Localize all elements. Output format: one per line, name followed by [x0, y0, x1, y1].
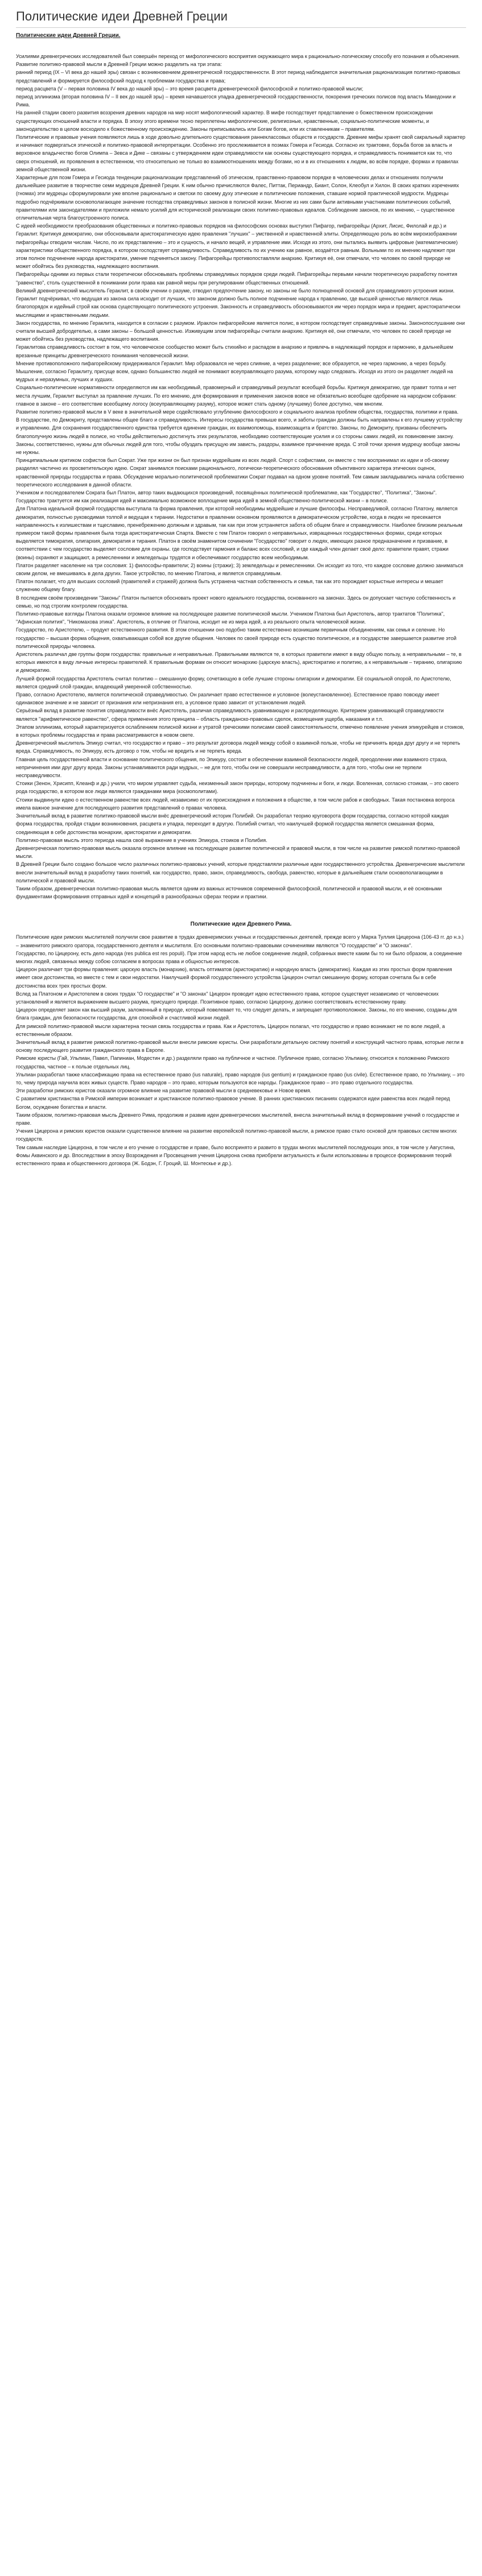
greece-paragraph: Мнение противоположного пифагорейскому придерживался Гераклит. Мир образовался не через слияние, а через разделение; все образуется, не через гармонию, а через борьбу. Мышление, согласно Гераклиту, присуще всем, однако большинство людей не понимают всеуправляющего разума, которому надо следовать. Исходя из этого он разделяет людей на мудрых и неразумных, лучших и худших. [16, 360, 453, 383]
greece-paragraph: Для Платона идеальной формой государства выступала та форма правления, при которой необходимы мудрейшие и лучшие философы. Несправедливой, согласно Платону, является демократия, полностью руководимая толпой и ведущая к тирании. Недостатки в правлении основном проявляются в демократическом устройстве, когда в людях не пресекается направленность к излишествам и тщеславию, пренебрежению должным и здравым, так как при этом устраняется забота об общем благе и справедливости. Наиболее близким реальным примером такой формы правления была тогда аристократическая Спарта. Вместе с тем Платон говорил о неправильных, извращенных государственных формах, среди которых выделяется тимократия, олигархия, демократия и тирания. Платон в своём знаменитом сочинении "Государство" говорит о людях, имеющих разное предназначение и призвание, в соответствии с чем государство выделяет сословие для охраны. где господствует гармония и баланс всех сословий, и где каждый член делает своё дело: правители правят, стражи (воины) охраняют и защищают, а ремесленники и земледельцы трудятся и обеспечивают государство всем необходимым. [16, 506, 463, 560]
greece-paragraph: В последнем своём произведении "Законы" Платон пытается обосновать проект нового идеального государства, основанного на законах. Здесь он допускает частную собственность и семью, но под строгим контролем государства. [16, 595, 456, 609]
rome-paragraph: Таким образом, политико-правовая мысль Древнего Рима, продолжив и развив идеи древнегреческих мыслителей, внесла значительный вклад в формирование учений о государстве и праве. [16, 1112, 459, 1126]
greece-paragraph: Развитие политико-правовой мысли в Древней Греции можно разделить на три этапа: [16, 61, 222, 68]
greece-paragraph: В государстве, по Демокриту, представлены общее благо и справедливость. Интересы государства превыше всего, и заботы граждан должны быть направлены к его лучшему устройству и управлению. Для сохранения государственного единства требуется единение граждан, их взаимопомощь, взаимозащита и братство. Законы, по Демокриту, призваны обеспечить благополучную жизнь людей в полисе, но чтобы действительно достигнуть этих результатов, необходимо соответствующие усилия и со стороны самих людей, их повиновение закону. Законы, соответственно, нужны для обычных людей для того, чтобы обуздать присущую им зависть, раздоры, взаимное причинение вреда. С этой точки зрения мудрецу вообще законы не нужны. [16, 417, 463, 455]
rome-paragraph: Римские юристы (Гай, Ульпиан, Павел, Папиниан, Модестин и др.) разделяли право на публичное и частное. Публичное право, согласно Ульпиану, относится к положению Римского государства, частное – к пользе отдельных лиц. [16, 1055, 450, 1070]
rome-paragraph: Вслед за Платоном и Аристотелем в своих трудах "О государстве" и "О законах" Цицерон проводит идею естественного права, которое существует независимо от человеческих установлений и является выражением высшего разума, присущего природе. Позитивное право, согласно Цицерону, должно соответствовать естественному праву. [16, 990, 439, 1005]
greece-paragraph: Пифагорейцы одними из первых стали теоретически обосновывать проблемы справедливых порядков среди людей. Пифагорейцы первыми начали теоретическую разработку понятия "равенство", столь существенной в понимании роли права как равной меры при регулировании общественных отношений. [16, 271, 458, 286]
greece-paragraph: Лучшей формой государства Аристотель считал политию – смешанную форму, сочетающую в себе лучшие стороны олигархии и демократии. Её социальной опорой, по Аристотелю, является средний слой граждан, владеющий умеренной собственностью. [16, 675, 451, 690]
greece-paragraph: Закон государства, по мнению Гераклита, находится в согласии с разумом. Ираклон пифагорейские является полис, в котором господствует справедливые законы. Законопослушание они считали высшей добродетелью, а сами законы – большой ценностью. Изживущим злом пифагорейцы считали анархию. Критикуя её, они отмечали, что человек по своей природе не может обойтись без руководства, надлежащего воспитания. [16, 320, 465, 342]
page-title: Политические идеи Древней Греции [16, 9, 466, 28]
greece-paragraph: Значительный вклад в развитие политико-правовой мысли внёс древнегреческий историк Полибий. Он разработал теорию круговорота форм государства, согласно которой каждая форма государства, пройдя стадии возникновения, расцвета и упадка, переходит в другую. Полибий считал, что наилучшей формой государства является смешанная форма, соединяющая в себе достоинства монархии, аристократии и демократии. [16, 813, 449, 835]
rome-paragraph: Цицерон определяет закон как высший разум, заложенный в природе, который повелевает то, что следует делать, и запрещает противоположное. Законы, по его мнению, созданы для блага граждан, для безопасности государства, для спокойной и счастливой жизни людей. [16, 1007, 457, 1021]
greece-paragraph: Государство, по Аристотелю, – продукт естественного развития. В этом отношении оно подобно таким естественно возникшим первичным объединениям, как семья и селение. Но государство – высшая форма общения, охватывающая собой все другие общения. Человек по своей природе есть существо политическое, и в государстве завершается развитие этой политической природы человека. [16, 627, 456, 649]
greece-paragraph: Усилиями древнегреческих исследователей был совершён переход от мифологического восприятия окружающего мира к рационально-логическому способу его познания и объяснения. [16, 53, 460, 59]
greece-paragraph: Древнегреческий мыслитель Эпикур считал, что государство и право – это результат договора людей между собой о взаимной пользе, чтобы не причинять вреда друг другу и не терпеть вреда. Справедливость, по Эпикуру, есть договор о том, чтобы не вредить и не терпеть вреда. [16, 740, 460, 754]
greece-paragraph: Платон разделяет население на три сословия: 1) философы-правители; 2) воины (стражи); 3) земледельцы и ремесленники. Он исходит из того, что каждое сословие должно заниматься своим делом, не вмешиваясь в дела других. Такое устройство, по мнению Платона, и является справедливым. [16, 562, 463, 576]
rome-paragraph: Ульпиан разработал также классификацию права на естественное право (ius naturale), право народов (ius gentium) и гражданское право (ius civile). Естественное право, по Ульпиану, – это то, чему природа научила всех живых существ. Право народов – это право, которым пользуются все народы. Гражданское право – это право отдельного государства. [16, 1071, 465, 1085]
document-page [8, 0, 474, 1179]
greece-paragraph: Серьёзный вклад в развитие понятия справедливости внёс Аристотель, различая справедливость уравнивающую и распределяющую. Критерием уравнивающей справедливости является "арифметическое равенство", сфера применения этого принципа – область гражданско-правовых сделок, возмещения ущерба, наказания и т.п. [16, 708, 444, 722]
greece-paragraph: Стоики выдвинули идею о естественном равенстве всех людей, независимо от их происхождения и положения в обществе, в том числе рабов и свободных. Такая постановка вопроса имела важное значение для последующего развития представлений о правах человека. [16, 796, 455, 811]
greece-paragraph: период расцвета (V – первая половина IV века до нашей эры) – это время расцвета древнегреческой философской и политико-правовой мысли; [16, 85, 364, 92]
rome-section-body [16, 933, 466, 1167]
greece-paragraph: Гераклитова справедливость состоит в том, что человеческое сообщество может быть стихийно и распадом в анархию и привлечь в надлежащий порядок и гармонию, в дальнейшем врезанные принципы древнегреческого понимания человеческой жизни. [16, 344, 454, 358]
rome-section-heading: Политические идеи Древнего Рима. [190, 921, 292, 928]
rome-paragraph: Политические идеи римских мыслителей получили свое развитие в трудах древнеримских ученых и государственных деятелей, прежде всего у Марка Туллия Цицерона (106-43 гг. до н.э.) – знаменитого римского оратора, государственного деятеля и мыслителя. Его основными политико-правовыми сочинениями являются "О государстве" и "О законах". [16, 934, 464, 948]
greece-paragraph: Социально-политические нормативности определяются им как необходимый, правомерный и справедливый результат всеобщей борьбы. Критикуя демократию, где правит толпа и нет места лучшим, Гераклит выступал за правление лучших. По его мнению, для формирования и применения законов вовсе не обязательно всеобщее одобрение на народном собрании: главное в законе – его соответствие всеобщему логосу (всеуправляющему разуму), которое может стать одному (лучшему) более доступно, чем многим. [16, 385, 457, 407]
rome-paragraph: Цицерон различает три формы правления: царскую власть (монархию), власть оптиматов (аристократию) и народную власть (демократию). Каждая из этих простых форм правления имеет свои достоинства, но вместе с тем и свои недостатки. Наилучшей формой государственного устройства Цицерон считал смешанную форму, которая сочетала бы в себе достоинства всех трех простых форм. [16, 967, 452, 989]
greece-paragraph: Учеником и последователем Сократа был Платон, автор таких выдающихся произведений, посвящённых политической проблематике, как "Государство", "Политика", "Законы". Государство трактуется им как реализация идей и максимально возможное воплощение мира идей в земной общественно-политической жизни – в полисе. [16, 489, 437, 504]
greece-paragraph: период эллинизма (вторая половина IV – II век до нашей эры) – время начавшегося упадка древнегреческой государственности, покорения греческих полисов под власть Македонии и Рима. [16, 94, 456, 108]
greece-paragraph: Политико-правовая мысль этого периода нашла своё выражение в учениях Эпикура, стоиков и Полибия. [16, 837, 267, 843]
greece-paragraph: Древнегреческая политико-правовая мысль оказала огромное влияние на последующее развитие политической и правовой мысли, в том числе на развитие римской политико-правовой мысли. [16, 845, 460, 860]
greece-paragraph: Платон полагает, что для высших сословий (правителей и стражей) должна быть устранена частная собственность и семья, так как это порождает корыстные интересы и мешает служению общему благу. [16, 579, 443, 593]
greece-paragraph: В Древней Греции было создано большое число различных политико-правовых учений, которые представляли различные идеи государственного устройства. Древнегреческие мыслители внесли значительный вклад в разработку таких понятий, как государство, право, закон, справедливость, свобода, равенство, которые в дальнейшем стали основополагающими в политической и правовой мысли. [16, 861, 465, 884]
rome-paragraph: Тем самым наследие Цицерона, в том числе и его учение о государстве и праве, было воспринято и развито в трудах многих мыслителей последующих эпох, в том числе у Августина, Фомы Аквинского и др. Впоследствии в эпоху Возрождения и Просвещения учения Цицерона снова приобрели актуальность и были использованы в процессе формирования теорий естественного права и общественного договора (Ж. Бодэн, Г. Гроций, Ш. Монтескье и др.). [16, 1144, 455, 1167]
greece-paragraph: Развитие политико-правовой мысли в V веке в значительной мере содействовало углублению философского и социального анализа проблем общества, государства, политики и права. [16, 408, 459, 415]
greece-paragraph: С идеей необходимости преобразования общественных и политико-правовых порядков на философских основах выступил Пифагор, пифагорейцы (Архит, Лисис, Филолай и др.) и Гераклит. Критикуя демократию, они обосновывали аристократическую идею правления "лучших" – умственной и нравственной элиты. Определяющую роль во всём мироизображении пифагорейцы отводили числам. Число, по их представлению – это и сущность, и начало вещей, и управление ими. Исходя из этого, они пытались выявить цифровые (математические) характеристики общественного порядка, в котором господствует справедливость. Справедливость по их учению как равное, воздаётся равным. Вольными по их мнению надлежит при этом полное подчинение народа аристократии, умение подчиняться закону. Пифагорейцы противопоставляли анархию. Критикуя её, они отмечали, что человек по своей природе не может обойтись без руководства, надлежащего воспитания. [16, 223, 458, 270]
rome-paragraph: Эти разработки римских юристов оказали огромное влияние на развитие правовой мысли в средневековье и Новое время. [16, 1088, 311, 1094]
greece-paragraph: Принципиальным критиком софистов был Сократ. Уже при жизни он был признан мудрейшим из всех людей. Спорт с софистами, он вместе с тем воспринимал их идеи и об-своему разделял частично их просветительскую идею. Сократ занимался поисками рационального, логически-теоретического обоснования объективного характера этических оценок, нравственной природы государства и права. Обсуждение морально-политической проблематики Сократ подавал на одном уровне понятий. Тем самым закладывались начала собственно теоретического исследования в данной области. [16, 457, 464, 488]
greece-paragraph: Великий древнегреческий мыслитель Гераклит, в своём учении о разуме, отводил предпочтение закону, но законы не было полноценной основой для справедливого устроения жизни. Гераклит подчёркивал, что ведущая из закона сила исходит от лучших, что законом должно быть полное подчинение народа к правлению, где высшей ценностью являются лишь благопорядок и идейный строй как основа существующего политического устроения. Законность и справедливость обосновываются им через порядок мира и предмет, аристократически мыслящими и нравственными людьми. [16, 287, 460, 318]
greece-paragraph: Политические и правовые учения появляются лишь в ходе довольно длительного существования раннеклассовых обществ и государств. Древние мифы хранят свой сакральный характер и начинают подвергаться этической и политико-правовой интерпретации. Особенно это прослеживается в поэмах Гомера и Гесиода. Согласно их трактовке, борьба богов за власть и верховное владычество богов Олимпа – Зевса и Дике – связаны с утверждением идеи справедливости как основы существующего порядка, и справедливость понимается как то, что сверх отношений, их проявления в естественном, что относительно не только во взаимоотношениях между богами, но и в их отношениях к людям, во всём порядке, формах и правилах земной общественной жизни. [16, 134, 465, 172]
greece-paragraph: Таким образом, древнегреческая политико-правовая мысль является одним из важных источников современной философской, политической и правовой мысли, и её основными фундаментами формирования отправных идей и концепций в разнообразных сферах теории и практики. [16, 885, 442, 900]
greece-paragraph: Стоики (Зенон, Хрисипп, Клеанф и др.) учили, что миром управляет судьба, неизменный закон природы, которому подчинены и боги, и люди. Вселенная, согласно стоикам, – это своего рода государство, в котором все люди являются гражданами мира (космополитами). [16, 781, 459, 795]
rome-paragraph: С развитием христианства в Римской империи возникает и христианское политико-правовое учение. В ранних христианских писаниях содержатся идеи равенства всех людей перед Богом, осуждение богатства и власти. [16, 1096, 450, 1110]
rome-paragraph: Для римской политико-правовой мысли характерна тесная связь государства и права. Как и Аристотель, Цицерон полагал, что государство и право возникают не по воле людей, а естественным образом. [16, 1023, 445, 1037]
greece-paragraph: ранний период (IX – VI века до нашей эры) связан с возникновением древнегреческой государственности. В этот период наблюдается значительная рационализация политико-правовых представлений и формируется философский подход к проблемам государства и права; [16, 69, 460, 84]
greece-paragraph: На ранней стадии своего развития воззрения древних народов на мир носят мифологический характер. В мифе господствует представление о божественном происхождении существующих отношений власти и порядка. В эпоху этого времени тесно переплетены мифологические, религиозные, нравственные, социально-политические моменты, и законодательство в целом восходило к божественному происхождению. Законы приписывались или Богам богов, или их ставленникам – правителям. [16, 110, 433, 132]
rome-paragraph: Значительный вклад в развитие римской политико-правовой мысли внесли римские юристы. Они разработали детальную систему понятий и конструкций частного права, которые легли в основу последующего развития гражданского права в Европе. [16, 1039, 464, 1054]
greece-section-body [16, 52, 466, 901]
greece-paragraph: Этапом эллинизма, который характеризуется ослаблением полисной жизни и утратой греческими полисами своей самостоятельности, отмечено появление учения эпикурейцев и стоиков, в которых проблемы государства и права рассматриваются в новом свете. [16, 724, 464, 738]
greece-paragraph: Характерные для поэм Гомера и Гесиода тенденции рационализации представлений об этическом, правственно-правовом порядке в человеческих делах и отношениях получили дальнейшее развитие в творчестве семи мудрецов Древней Греции. К ним обычно причисляются Фалес, Питтак, Периандр, Биант, Солон, Клеобул и Хилон. В своих кратких изречениях (гномах) эти мудрецы сформулировали уже вполне рационально и светски по своему духу этические и политические положения, ставшие нормой практической мудрости. Мудрецы подробно подчёркивали основополагающее значение господства справедливых законов в полисной жизни. Многие из них сами были активными участниками политических событий, правителями или законодателями и приложили немало усилий для исторической реализации своих политико-правовых идеалов. Соблюдение законов, по их мнению, – существенное отличительная черта благоустроенного полиса. [16, 175, 459, 221]
spacer [16, 901, 466, 913]
spacer [16, 44, 466, 52]
greece-section-heading: Политические идеи Древней Греции. [16, 32, 121, 39]
greece-paragraph: Аристотель различал две группы форм государства: правильные и неправильные. Правильными являются те, в которых правители имеют в виду общую пользу, а неправильными – те, в которых имеются в виду личные интересы правителей. К правильным формам он относит монархию (царскую власть), аристократию и политию, а к неправильным – тиранию, олигархию и демократию. [16, 651, 462, 674]
greece-paragraph: Политико-правовые взгляды Платона оказали огромное влияние на последующее развитие политической мысли. Учеником Платона был Аристотель, автор трактатов "Политика", "Афинская полития", "Никомахова этика". Аристотель, в отличие от Платона, исходит не из мира идей, а из реального опыта человеческой жизни. [16, 611, 445, 625]
greece-paragraph: Право, согласно Аристотелю, является политической справедливостью. Он различает право естественное и условное (волеустановленное). Естественное право повсюду имеет одинаковое значение и не зависит от признания или непризнания его, а условное право зависит от установления людей. [16, 692, 439, 706]
rome-paragraph: Учения Цицерона и римских юристов оказали существенное влияние на развитие европейской политико-правовой мысли, а римское право стало основой для правовых систем многих государств. [16, 1128, 457, 1142]
greece-paragraph: Главная цель государственной власти и основание политического общения, по Эпикуру, состоит в обеспечении взаимной безопасности людей, преодолении ими взаимного страха, непричинения ими друг другу вреда. Законы устанавливаются ради мудрых, – не для того, чтобы они не совершали несправедливости, а для того, чтобы они не терпели несправедливости. [16, 756, 447, 779]
rome-paragraph: Государство, по Цицерону, есть дело народа (res publica est res populi). При этом народ есть не любое соединение людей, собранных вместе каким бы то ни было образом, а соединение многих людей, связанных между собою согласием в вопросах права и общностью интересов. [16, 950, 462, 964]
